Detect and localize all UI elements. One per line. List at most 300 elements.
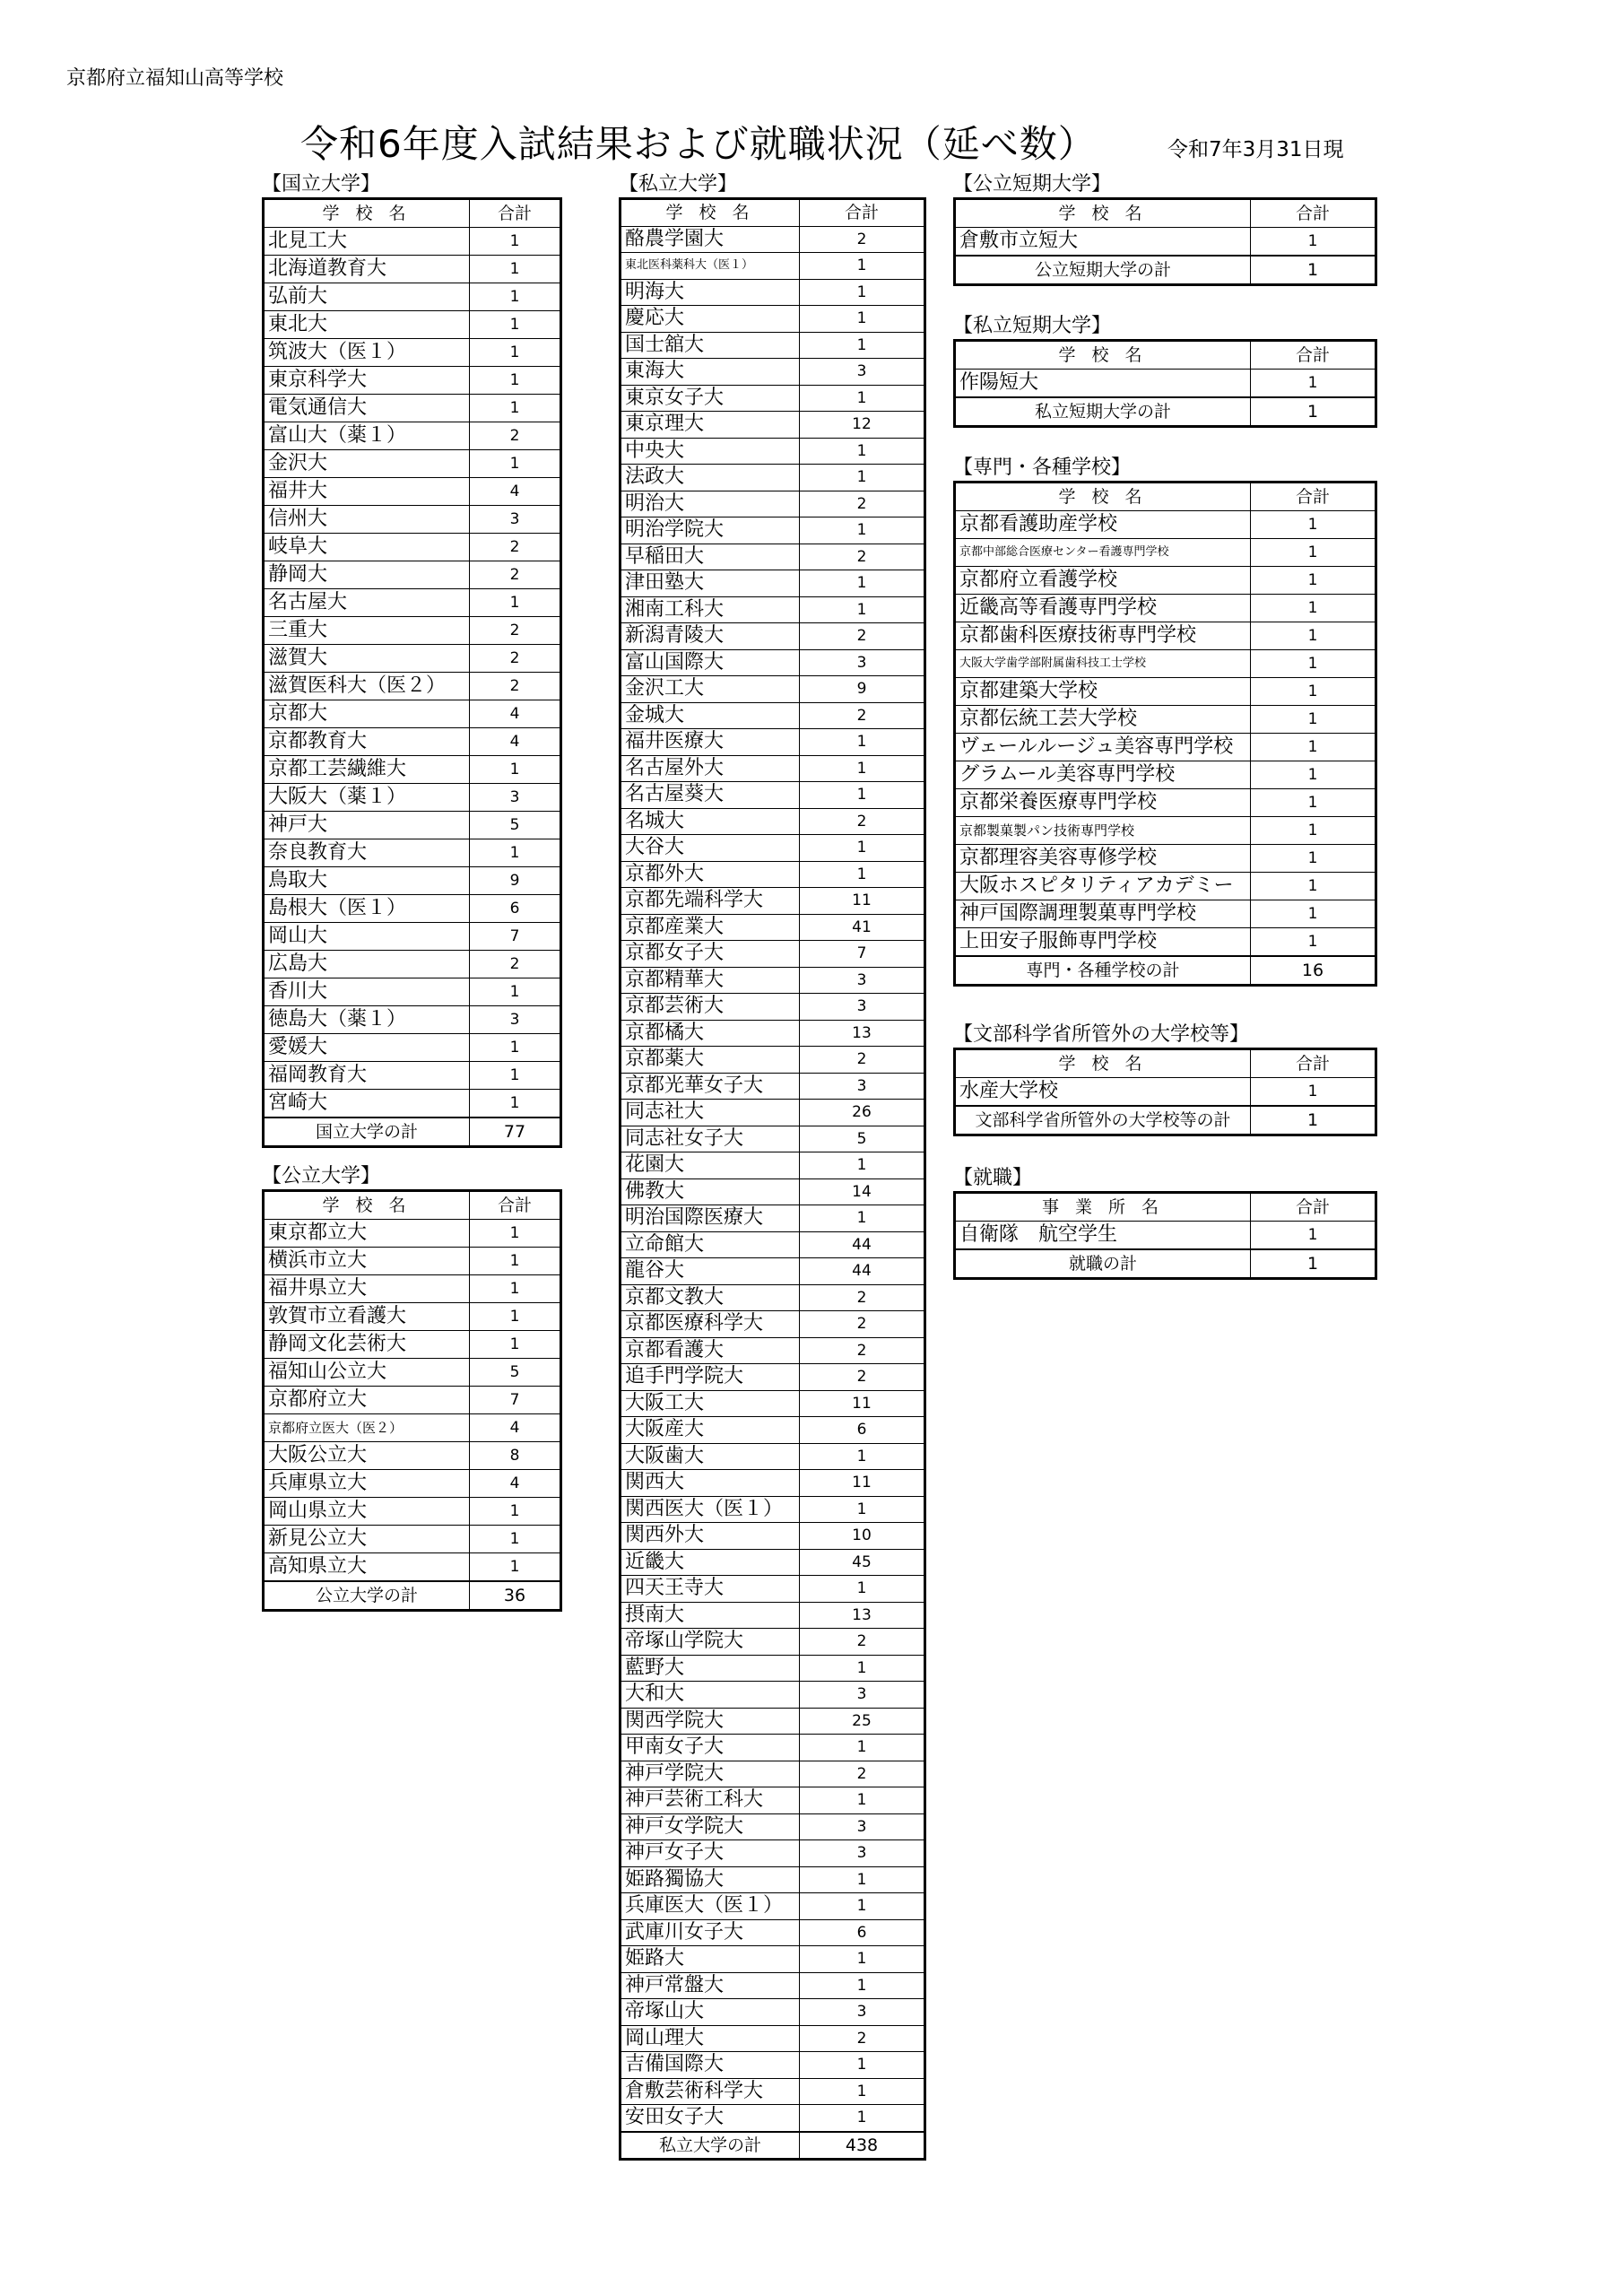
column-header-name: 学 校 名 [955, 341, 1251, 370]
table-row [621, 1364, 925, 1391]
count-cell: 5 [470, 1359, 561, 1387]
column-header-total: 合計 [1251, 341, 1376, 370]
school-name-cell: 静岡文化芸術大 [264, 1331, 470, 1359]
count-cell: 1 [800, 1576, 925, 1603]
school-name-cell: 京都大 [264, 700, 470, 728]
school-name-cell: 京都府立看護学校 [955, 567, 1251, 595]
school-name-cell: 神戸国際調理製菓専門学校 [955, 900, 1251, 928]
school-name-cell: 甲南女子大 [621, 1735, 800, 1761]
count-cell: 1 [470, 1034, 561, 1062]
school-name-cell: 京都橘大 [621, 1020, 800, 1047]
table-row [264, 951, 561, 978]
table-row [264, 1275, 561, 1303]
table-row [621, 1178, 925, 1205]
table-row [955, 650, 1376, 678]
count-cell: 1 [1251, 900, 1376, 928]
table-row [621, 1337, 925, 1364]
count-cell: 1 [800, 2078, 925, 2105]
table-row [621, 1813, 925, 1840]
table-total-row [955, 256, 1376, 285]
table-row [621, 1152, 925, 1179]
table-row [955, 928, 1376, 957]
count-cell: 1 [1251, 1222, 1376, 1250]
section-label-employment: 【就職】 [953, 1167, 1033, 1189]
table-row [264, 339, 561, 367]
table-row [955, 1078, 1376, 1107]
table-row [264, 895, 561, 923]
count-cell: 3 [800, 359, 925, 386]
table-row [621, 1284, 925, 1311]
table-row [264, 256, 561, 283]
school-name-cell: 津田塾大 [621, 570, 800, 597]
table-row [264, 450, 561, 478]
count-cell: 1 [470, 450, 561, 478]
table-row [955, 845, 1376, 873]
count-cell: 1 [470, 1553, 561, 1582]
count-cell: 3 [800, 967, 925, 994]
school-name-cell: 早稲田大 [621, 544, 800, 570]
count-cell: 1 [470, 228, 561, 256]
table-row [621, 994, 925, 1021]
count-cell: 1 [1251, 595, 1376, 622]
table-row [264, 1090, 561, 1118]
table-row [264, 534, 561, 561]
table-row [955, 817, 1376, 845]
table-row [264, 867, 561, 895]
count-cell: 1 [800, 438, 925, 465]
table-row [621, 1972, 925, 1999]
count-cell: 1 [800, 729, 925, 756]
table-row [621, 967, 925, 994]
count-cell: 1 [1251, 873, 1376, 900]
count-cell: 2 [470, 951, 561, 978]
total-label-cell: 公立短期大学の計 [955, 256, 1251, 285]
table-row [264, 367, 561, 395]
table-row [621, 570, 925, 597]
count-cell: 9 [800, 676, 925, 703]
count-cell: 1 [470, 839, 561, 867]
school-name-cell: 島根大（医１） [264, 895, 470, 923]
table-row [621, 1682, 925, 1709]
table-row [621, 623, 925, 650]
school-name-cell: 立命館大 [621, 1231, 800, 1258]
school-name-cell: 滋賀大 [264, 645, 470, 673]
table-row [264, 1553, 561, 1582]
table-row [264, 1442, 561, 1470]
school-name-cell: 大阪産大 [621, 1417, 800, 1444]
column-header-name: 学 校 名 [621, 199, 800, 227]
school-name-cell: 名古屋大 [264, 589, 470, 617]
school-name-cell: 高知県立大 [264, 1553, 470, 1582]
school-name-cell: 福岡教育大 [264, 1062, 470, 1090]
count-cell: 1 [800, 2052, 925, 2079]
total-value-cell: 1 [1251, 1249, 1376, 1279]
table-row [621, 861, 925, 888]
school-name-cell: 法政大 [621, 465, 800, 491]
count-cell: 3 [800, 1073, 925, 1100]
table-row [621, 835, 925, 862]
count-cell: 1 [470, 1526, 561, 1553]
school-name-cell: 岐阜大 [264, 534, 470, 561]
table-header-row [955, 1049, 1376, 1078]
table-row [621, 1735, 925, 1761]
count-cell: 1 [1251, 1078, 1376, 1107]
table-row [621, 226, 925, 253]
count-cell: 1 [800, 1893, 925, 1920]
count-cell: 1 [470, 1275, 561, 1303]
count-cell: 1 [800, 1946, 925, 1973]
total-label-cell: 私立大学の計 [621, 2132, 800, 2160]
private-university-table [619, 197, 926, 2161]
table-row [264, 311, 561, 339]
count-cell: 2 [800, 623, 925, 650]
count-cell: 45 [800, 1549, 925, 1576]
school-name-cell: 京都工芸繊維大 [264, 756, 470, 784]
count-cell: 1 [1251, 567, 1376, 595]
school-name-cell: 東京理大 [621, 412, 800, 439]
count-cell: 1 [800, 465, 925, 491]
table-row [955, 370, 1376, 398]
table-row [621, 438, 925, 465]
school-name-cell: 京都府立医大（医２） [264, 1414, 470, 1442]
table-row [264, 1387, 561, 1414]
table-row [621, 1629, 925, 1656]
table-header-row [955, 341, 1376, 370]
school-name-cell: 京都看護大 [621, 1337, 800, 1364]
table-row [264, 228, 561, 256]
count-cell: 5 [800, 1126, 925, 1152]
table-row [264, 506, 561, 534]
table-row [621, 941, 925, 968]
school-name-cell: 水産大学校 [955, 1078, 1251, 1107]
count-cell: 1 [470, 1090, 561, 1118]
school-name-cell: 京都教育大 [264, 728, 470, 756]
count-cell: 6 [800, 1919, 925, 1946]
table-row [955, 622, 1376, 650]
count-cell: 1 [470, 589, 561, 617]
count-cell: 1 [470, 367, 561, 395]
school-name-cell: 東北大 [264, 311, 470, 339]
table-total-row [621, 2132, 925, 2160]
school-name-cell: 北見工大 [264, 228, 470, 256]
table-header-row [264, 1191, 561, 1220]
school-name-cell: 姫路大 [621, 1946, 800, 1973]
count-cell: 1 [800, 306, 925, 333]
table-row [621, 1205, 925, 1232]
table-row [621, 702, 925, 729]
school-name-cell: 帝塚山大 [621, 1999, 800, 2026]
count-cell: 3 [800, 1999, 925, 2026]
school-name-cell: 明海大 [621, 279, 800, 306]
count-cell: 2 [800, 2025, 925, 2052]
table-row [955, 567, 1376, 595]
table-header-row [955, 483, 1376, 511]
school-name-cell: 花園大 [621, 1152, 800, 1179]
school-name-cell: 東海大 [621, 359, 800, 386]
table-row [621, 1047, 925, 1074]
school-name-cell: 金城大 [621, 702, 800, 729]
count-cell: 3 [800, 1813, 925, 1840]
count-cell: 1 [800, 1496, 925, 1523]
count-cell: 2 [470, 645, 561, 673]
table-row [955, 228, 1376, 257]
school-name-cell: 帝塚山学院大 [621, 1629, 800, 1656]
table-row [955, 511, 1376, 539]
public-junior-college-table [953, 197, 1377, 286]
section-label-private: 【私立大学】 [619, 173, 738, 196]
column-header-name: 学 校 名 [955, 199, 1251, 228]
table-row [621, 1443, 925, 1470]
school-name-cell: 新見公立大 [264, 1526, 470, 1553]
table-row [621, 676, 925, 703]
table-row [264, 673, 561, 700]
count-cell: 1 [1251, 928, 1376, 957]
column-header-total: 合計 [1251, 199, 1376, 228]
count-cell: 11 [800, 1390, 925, 1417]
count-cell: 11 [800, 1470, 925, 1497]
school-name-cell: 明治学院大 [621, 517, 800, 544]
table-row [621, 517, 925, 544]
school-name-cell: 福井大 [264, 478, 470, 506]
employment-table [953, 1191, 1377, 1280]
table-total-row [264, 1581, 561, 1611]
school-name-cell: 岡山県立大 [264, 1498, 470, 1526]
table-row [955, 595, 1376, 622]
school-name-cell: 信州大 [264, 506, 470, 534]
table-row [621, 1708, 925, 1735]
school-name-cell: 名古屋葵大 [621, 782, 800, 809]
table-row [264, 1470, 561, 1498]
count-cell: 3 [800, 1840, 925, 1867]
table-row [264, 1303, 561, 1331]
school-name-cell: 藍野大 [621, 1655, 800, 1682]
table-row [264, 1359, 561, 1387]
count-cell: 1 [1251, 706, 1376, 734]
count-cell: 2 [800, 1364, 925, 1391]
table-header-row [264, 199, 561, 228]
count-cell: 1 [470, 1220, 561, 1248]
table-row [621, 729, 925, 756]
school-name-cell: 吉備国際大 [621, 2052, 800, 2079]
column-header-name: 学 校 名 [955, 1049, 1251, 1078]
count-cell: 1 [800, 1152, 925, 1179]
table-row [621, 1946, 925, 1973]
school-name-cell: 京都文教大 [621, 1284, 800, 1311]
table-row [621, 1523, 925, 1550]
table-row [621, 1126, 925, 1152]
table-row [621, 1258, 925, 1285]
section-label-national: 【国立大学】 [262, 173, 381, 196]
count-cell: 3 [470, 1006, 561, 1034]
school-name-cell: 鳥取大 [264, 867, 470, 895]
school-name-cell: 福知山公立大 [264, 1359, 470, 1387]
count-cell: 7 [470, 923, 561, 951]
table-row [621, 359, 925, 386]
school-name-cell: 静岡大 [264, 561, 470, 589]
school-name-cell: 富山大（薬１） [264, 422, 470, 450]
count-cell: 13 [800, 1602, 925, 1629]
school-name-cell: 追手門学院大 [621, 1364, 800, 1391]
school-name-cell: 京都先端科学大 [621, 888, 800, 915]
other-institution-table [953, 1048, 1377, 1136]
school-name-cell: 同志社大 [621, 1100, 800, 1126]
school-name-cell: 関西大 [621, 1470, 800, 1497]
table-row [621, 412, 925, 439]
school-name-cell: 神戸芸術工科大 [621, 1787, 800, 1814]
table-row [621, 253, 925, 280]
count-cell: 1 [800, 1655, 925, 1682]
school-name-cell: 安田女子大 [621, 2105, 800, 2132]
school-name-cell: 大阪ホスピタリティアカデミー [955, 873, 1251, 900]
table-row [621, 649, 925, 676]
count-cell: 2 [800, 1047, 925, 1074]
count-cell: 8 [470, 1442, 561, 1470]
count-cell: 2 [470, 534, 561, 561]
school-name: 京都府立福知山高等学校 [66, 67, 284, 90]
table-row [621, 1761, 925, 1787]
school-name-cell: 作陽短大 [955, 370, 1251, 398]
school-name-cell: 酪農学園大 [621, 226, 800, 253]
count-cell: 2 [800, 1337, 925, 1364]
total-value-cell: 1 [1251, 1106, 1376, 1135]
table-row [621, 1576, 925, 1603]
school-name-cell: グラムール美容専門学校 [955, 761, 1251, 789]
table-total-row [955, 1106, 1376, 1135]
count-cell: 1 [470, 1331, 561, 1359]
count-cell: 1 [800, 1787, 925, 1814]
school-name-cell: 筑波大（医１） [264, 339, 470, 367]
count-cell: 1 [1251, 539, 1376, 567]
school-name-cell: 神戸女子大 [621, 1840, 800, 1867]
national-university-table [262, 197, 562, 1148]
table-row [621, 1311, 925, 1338]
school-name-cell: 富山国際大 [621, 649, 800, 676]
school-name-cell: 同志社女子大 [621, 1126, 800, 1152]
school-name-cell: 自衛隊 航空学生 [955, 1222, 1251, 1250]
count-cell: 1 [1251, 789, 1376, 817]
table-row [264, 728, 561, 756]
total-value-cell: 77 [470, 1118, 561, 1147]
school-name-cell: 東京都立大 [264, 1220, 470, 1248]
table-row [955, 539, 1376, 567]
table-row [264, 1034, 561, 1062]
column-header-total: 合計 [1251, 1049, 1376, 1078]
school-name-cell: 京都女子大 [621, 941, 800, 968]
school-name-cell: 関西学院大 [621, 1708, 800, 1735]
table-row [955, 761, 1376, 789]
school-name-cell: 大和大 [621, 1682, 800, 1709]
document-title: 令和6年度入試結果および就職状況（延べ数） [300, 122, 1097, 166]
count-cell: 1 [1251, 817, 1376, 845]
school-name-cell: 京都薬大 [621, 1047, 800, 1074]
table-row [621, 332, 925, 359]
school-name-cell: 滋賀医科大（医２） [264, 673, 470, 700]
count-cell: 1 [800, 1443, 925, 1470]
table-row [264, 923, 561, 951]
count-cell: 1 [800, 517, 925, 544]
school-name-cell: 上田安子服飾専門学校 [955, 928, 1251, 957]
column-header-total: 合計 [800, 199, 925, 227]
count-cell: 2 [800, 491, 925, 517]
table-row [264, 756, 561, 784]
table-row [264, 561, 561, 589]
column-header-name: 学 校 名 [955, 483, 1251, 511]
school-name-cell: 兵庫医大（医１） [621, 1893, 800, 1920]
table-row [264, 283, 561, 311]
table-row [264, 478, 561, 506]
school-name-cell: 関西外大 [621, 1523, 800, 1550]
school-name-cell: 福井医療大 [621, 729, 800, 756]
school-name-cell: 東京科学大 [264, 367, 470, 395]
school-name-cell: 明治大 [621, 491, 800, 517]
table-row [621, 1100, 925, 1126]
school-name-cell: 京都外大 [621, 861, 800, 888]
count-cell: 2 [800, 702, 925, 729]
count-cell: 9 [470, 867, 561, 895]
school-name-cell: 徳島大（薬１） [264, 1006, 470, 1034]
count-cell: 1 [470, 1062, 561, 1090]
school-name-cell: 摂南大 [621, 1602, 800, 1629]
column-header-total: 合計 [470, 199, 561, 228]
table-row [264, 1498, 561, 1526]
table-row [955, 706, 1376, 734]
school-name-cell: 横浜市立大 [264, 1248, 470, 1275]
table-row [621, 544, 925, 570]
count-cell: 1 [800, 1866, 925, 1893]
school-name-cell: 龍谷大 [621, 1258, 800, 1285]
table-row [621, 888, 925, 915]
column-header-total: 合計 [1251, 483, 1376, 511]
school-name-cell: 京都精華大 [621, 967, 800, 994]
count-cell: 1 [470, 339, 561, 367]
count-cell: 2 [470, 673, 561, 700]
table-row [621, 1893, 925, 1920]
total-label-cell: 公立大学の計 [264, 1581, 470, 1611]
total-value-cell: 36 [470, 1581, 561, 1611]
table-row [264, 1414, 561, 1442]
table-row [621, 1602, 925, 1629]
section-label-private-junior: 【私立短期大学】 [953, 315, 1112, 337]
count-cell: 4 [470, 478, 561, 506]
school-name-cell: 弘前大 [264, 283, 470, 311]
table-row [621, 755, 925, 782]
school-name-cell: 大阪歯大 [621, 1443, 800, 1470]
school-name-cell: 京都伝統工芸大学校 [955, 706, 1251, 734]
school-name-cell: 奈良教育大 [264, 839, 470, 867]
table-row [264, 978, 561, 1006]
school-name-cell: 京都産業大 [621, 914, 800, 941]
table-row [621, 1787, 925, 1814]
count-cell: 4 [470, 1470, 561, 1498]
table-row [621, 1417, 925, 1444]
table-row [621, 2078, 925, 2105]
table-row [621, 1999, 925, 2026]
table-row [264, 1006, 561, 1034]
count-cell: 44 [800, 1258, 925, 1285]
school-name-cell: 京都府立大 [264, 1387, 470, 1414]
total-label-cell: 専門・各種学校の計 [955, 956, 1251, 986]
count-cell: 4 [470, 700, 561, 728]
total-value-cell: 1 [1251, 256, 1376, 285]
count-cell: 3 [470, 784, 561, 812]
count-cell: 1 [800, 782, 925, 809]
school-name-cell: 関西医大（医１） [621, 1496, 800, 1523]
school-name-cell: 京都建築大学校 [955, 678, 1251, 706]
table-row [264, 784, 561, 812]
school-name-cell: 京都芸術大 [621, 994, 800, 1021]
count-cell: 5 [470, 812, 561, 839]
school-name-cell: 佛教大 [621, 1178, 800, 1205]
